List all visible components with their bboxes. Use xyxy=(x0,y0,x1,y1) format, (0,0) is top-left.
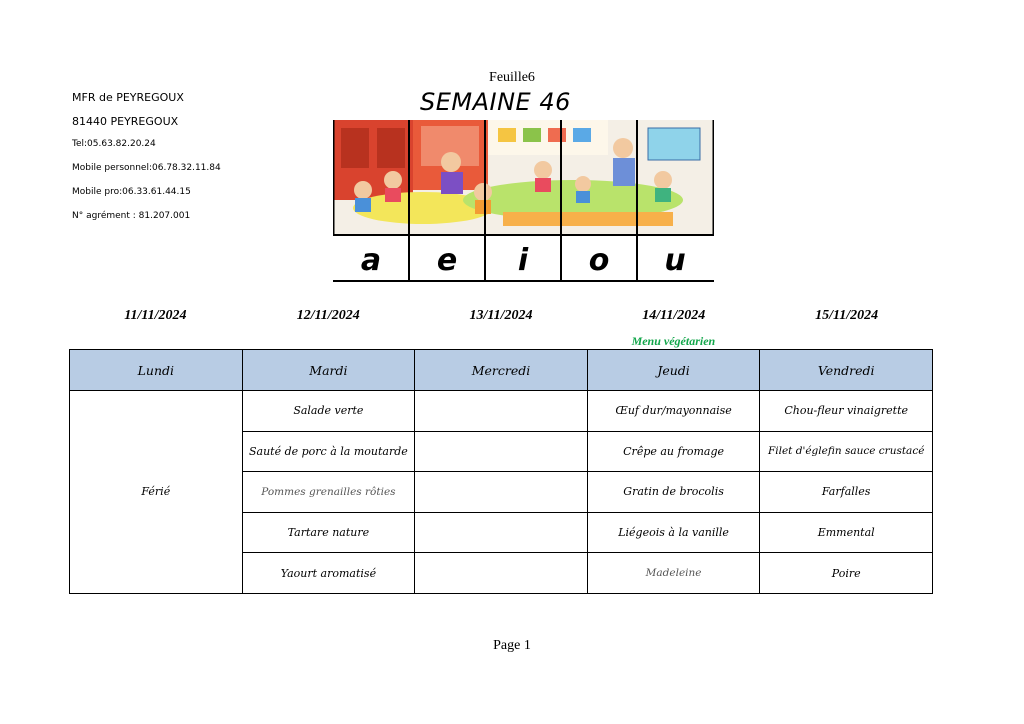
menu-cell xyxy=(415,512,588,553)
menu-cell: Madeleine xyxy=(587,553,760,594)
header-friday: Vendredi xyxy=(760,350,933,391)
sheet-title: Feuille6 xyxy=(489,70,535,85)
contact-mobile-pro: Mobile pro:06.33.61.44.15 xyxy=(72,187,191,197)
header-tuesday: Mardi xyxy=(242,350,415,391)
date-monday: 11/11/2024 xyxy=(124,308,187,323)
menu-cell: Sauté de porc à la moutarde xyxy=(242,431,415,472)
menu-cell: Emmental xyxy=(760,512,933,553)
date-friday: 15/11/2024 xyxy=(815,308,879,323)
date-thursday: 14/11/2024 xyxy=(642,308,706,323)
date-tuesday: 12/11/2024 xyxy=(296,308,360,323)
vowel-letter: e xyxy=(436,243,458,278)
menu-cell xyxy=(415,431,588,472)
menu-cell: Yaourt aromatisé xyxy=(242,553,415,594)
header-monday: Lundi xyxy=(70,350,243,391)
vowel-letter: o xyxy=(588,243,610,278)
header-wednesday: Mercredi xyxy=(415,350,588,391)
date-wednesday: 13/11/2024 xyxy=(469,308,533,323)
menu-cell: Chou-fleur vinaigrette xyxy=(760,391,933,432)
table-row xyxy=(70,391,933,432)
vowel-letter: i xyxy=(517,243,529,278)
contact-name: MFR de PEYREGOUX xyxy=(72,91,184,104)
menu-cell: Crêpe au fromage xyxy=(587,431,760,472)
contact-agreement: N° agrément : 81.207.001 xyxy=(72,211,191,221)
page-number: Page 1 xyxy=(493,638,531,653)
vegetarian-note: Menu végétarien xyxy=(631,334,716,348)
classroom-illustration xyxy=(333,120,714,282)
menu-cell: Filet d'églefin sauce crustacé xyxy=(760,431,933,472)
monday-holiday: Férié xyxy=(70,391,243,594)
week-title: SEMAINE 46 xyxy=(420,88,571,116)
header-thursday: Jeudi xyxy=(587,350,760,391)
header-row xyxy=(70,350,933,391)
vowel-letter: u xyxy=(664,243,686,278)
menu-table xyxy=(69,349,933,594)
dates-row xyxy=(69,308,933,324)
menu-cell xyxy=(415,553,588,594)
contact-address: 81440 PEYREGOUX xyxy=(72,115,179,128)
contact-phone: Tel:05.63.82.20.24 xyxy=(72,139,156,149)
menu-cell: Gratin de brocolis xyxy=(587,472,760,513)
menu-cell: Salade verte xyxy=(242,391,415,432)
menu-cell: Pommes grenailles rôties xyxy=(242,472,415,513)
menu-cell xyxy=(415,391,588,432)
menu-cell: Tartare nature xyxy=(242,512,415,553)
contact-block xyxy=(72,92,221,236)
menu-cell xyxy=(415,472,588,513)
menu-cell: Poire xyxy=(760,553,933,594)
vowel-letter: a xyxy=(360,243,382,278)
menu-cell: Liégeois à la vanille xyxy=(587,512,760,553)
menu-cell: Farfalles xyxy=(760,472,933,513)
menu-cell: Œuf dur/mayonnaise xyxy=(587,391,760,432)
contact-mobile-personal: Mobile personnel:06.78.32.11.84 xyxy=(72,163,221,173)
